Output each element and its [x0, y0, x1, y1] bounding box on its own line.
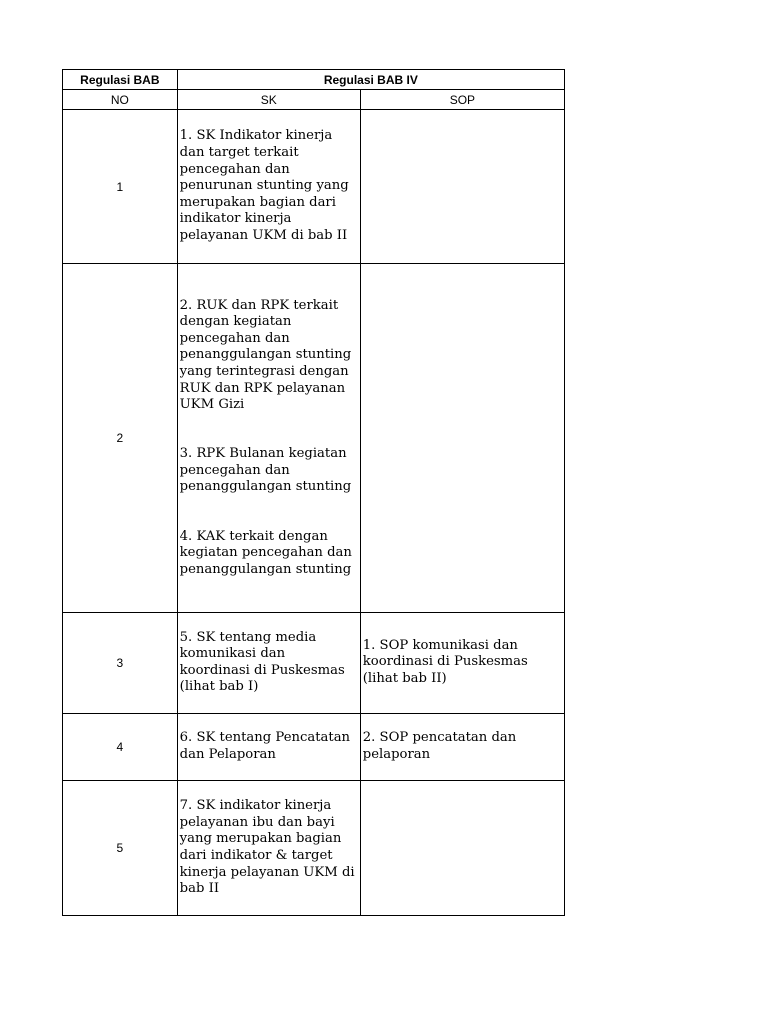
row-number: 2	[63, 264, 178, 613]
sop-cell	[360, 110, 564, 264]
table-row	[63, 110, 565, 264]
sk-cell	[177, 613, 360, 714]
sk-item: 5. SK tentang media komunikasi dan koordinasi di Puskesmas (lihat bab I)	[179, 629, 345, 695]
header-regulasi-bab: Regulasi BAB	[63, 70, 178, 90]
sk-cell	[177, 713, 360, 780]
sop-cell	[360, 713, 564, 780]
row-number: 3	[63, 613, 178, 714]
row-number: 4	[63, 713, 178, 780]
header-sop: SOP	[360, 90, 564, 110]
header-row-sub	[63, 90, 565, 110]
row-number: 5	[63, 780, 178, 915]
table-row	[63, 264, 565, 613]
sk-cell	[177, 264, 360, 613]
sop-item: 2. SOP pencatatan dan pelaporan	[362, 730, 517, 762]
header-sk: SK	[177, 90, 360, 110]
sop-cell	[360, 264, 564, 613]
header-regulasi-bab-iv: Regulasi BAB IV	[177, 70, 564, 90]
row-number: 1	[63, 110, 178, 264]
sop-cell	[360, 613, 564, 714]
regulasi-table	[62, 69, 565, 916]
sk-item: 1. SK Indikator kinerja dan target terkait pencegahan dan penurunan stunting yang merupakan bagian dari indikator kinerja pelayanan UKM di bab II	[179, 128, 349, 243]
sk-cell	[177, 780, 360, 915]
sk-cell	[177, 110, 360, 264]
sk-item: 7. SK indikator kinerja pelayanan ibu dan bayi yang merupakan bagian dari indikator & target kinerja pelayanan UKM di bab II	[179, 798, 355, 897]
table-row	[63, 780, 565, 915]
sk-item: 6. SK tentang Pencatatan dan Pelaporan	[179, 730, 351, 762]
table-row	[63, 613, 565, 714]
sop-cell	[360, 780, 564, 915]
sk-item: 2. RUK dan RPK terkait dengan kegiatan pencegahan dan penanggulangan stunting yang terintegrasi dengan RUK dan RPK pelayanan UKM Gizi	[179, 297, 352, 413]
header-no: NO	[63, 90, 178, 110]
header-row-top	[63, 70, 565, 90]
sk-item: 3. RPK Bulanan kegiatan pencegahan dan penanggulangan stunting	[179, 446, 352, 495]
sop-item: 1. SOP komunikasi dan koordinasi di Puskesmas (lihat bab II)	[362, 637, 528, 687]
sk-item: 4. KAK terkait dengan kegiatan pencegahan dan penanggulangan stunting	[179, 528, 352, 577]
table-row	[63, 713, 565, 780]
